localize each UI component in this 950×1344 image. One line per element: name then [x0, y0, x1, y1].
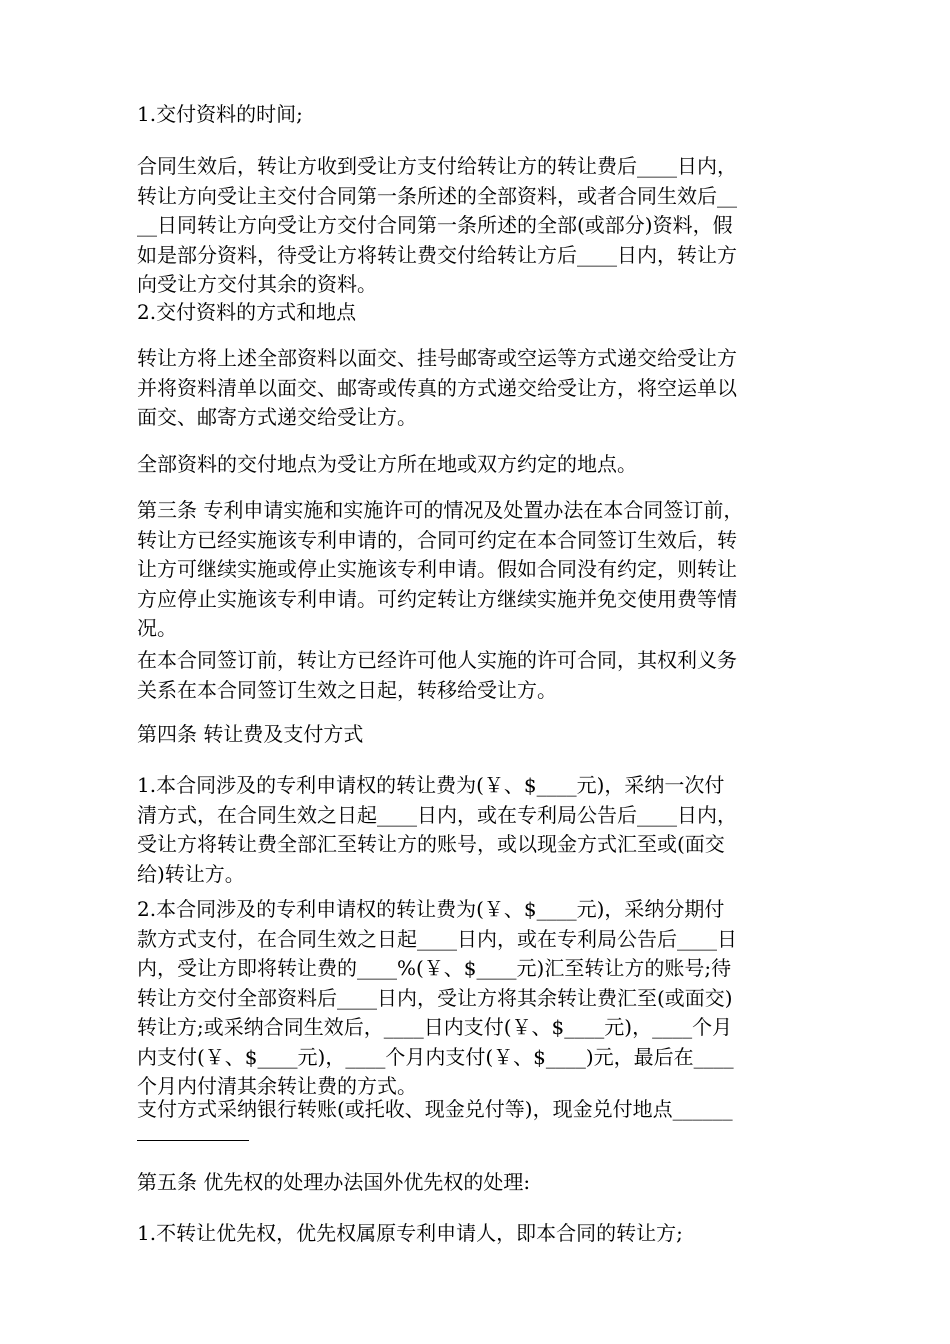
text-line: 个月内付清其余转让费的方式。 — [137, 1074, 417, 1098]
text-line: 面交、邮寄方式递交给受让方。 — [137, 405, 417, 429]
paragraph-installment-payment — [137, 895, 837, 1102]
paragraph-delivery-method-body — [137, 344, 837, 433]
paragraph-article-three — [137, 496, 837, 644]
text-line: 向受让方交付其余的资料。 — [137, 272, 377, 296]
text-line: 款方式支付，在合同生效之日起____日内，或在专利局公告后____日 — [137, 926, 737, 951]
text-line: __日同转让方向受让方交付合同第一条所述的全部(或部分)资料，假 — [137, 213, 733, 237]
paragraph-payment-method — [137, 1095, 837, 1125]
text-line: 转让方;或采纳合同生效后，____日内支付(￥、$____元)，____个月 — [137, 1015, 733, 1039]
fill-in-blank-line — [137, 1140, 249, 1141]
text-line: 合同生效后，转让方收到受让方支付给转让方的转让费后____日内， — [137, 154, 737, 178]
text-line: 2.本合同涉及的专利申请权的转让费为(￥、$____元)，采纳分期付 — [137, 897, 725, 921]
paragraph-delivery-method-heading — [137, 298, 837, 328]
paragraph-article-four-heading — [137, 720, 837, 750]
text-line: 第五条 优先权的处理办法国外优先权的处理: — [137, 1170, 531, 1194]
text-line: 给)转让方。 — [137, 861, 245, 886]
paragraph-delivery-time-heading — [137, 100, 837, 130]
text-line: 关系在本合同签订生效之日起，转移给受让方。 — [137, 677, 557, 702]
text-line: 1.交付资料的时间; — [137, 102, 303, 126]
text-line: 并将资料清单以面交、邮寄或传真的方式递交给受让方，将空运单以 — [137, 375, 737, 400]
paragraph-article-five-heading — [137, 1168, 837, 1198]
paragraph-prior-license — [137, 646, 837, 705]
text-line: 受让方将转让费全部汇至转让方的账号，或以现金方式汇至或(面交 — [137, 832, 725, 856]
text-line: 方应停止实施该专利申请。可约定转让方继续实施并免交使用费等情 — [137, 586, 737, 611]
text-line: 第四条 转让费及支付方式 — [137, 722, 364, 746]
text-line: 清方式，在合同生效之日起____日内，或在专利局公告后____日内， — [137, 802, 737, 827]
text-line: 让方可继续实施或停止实施该专利申请。假如合同没有约定，则转让 — [137, 557, 737, 581]
paragraph-no-priority-transfer — [137, 1219, 837, 1249]
text-line: 转让方向受让主交付合同第一条所述的全部资料，或者合同生效后__ — [137, 183, 737, 208]
text-line: 1.不转让优先权，优先权属原专利申请人，即本合同的转让方; — [137, 1221, 683, 1245]
text-line: 内支付(￥、$____元)，____个月内支付(￥、$____)元，最后在____ — [137, 1044, 734, 1069]
text-line: 在本合同签订前，转让方已经许可他人实施的许可合同，其权利义务 — [137, 648, 737, 672]
text-line: 况。 — [137, 616, 177, 640]
text-line: 如是部分资料，待受让方将转让费交付给转让方后____日内，转让方 — [137, 242, 737, 267]
text-line: 转让方将上述全部资料以面交、挂号邮寄或空运等方式递交给受让方 — [137, 346, 737, 370]
text-line: 1.本合同涉及的专利申请权的转让费为(￥、$____元)，采纳一次付 — [137, 773, 725, 797]
text-line: 转让方已经实施该专利申请的，合同可约定在本合同签订生效后，转 — [137, 527, 737, 552]
text-line: 支付方式采纳银行转账(或托收、现金兑付等)，现金兑付地点______ — [137, 1097, 733, 1121]
text-line: 转让方交付全部资料后____日内，受让方将其余转让费汇至(或面交) — [137, 985, 733, 1010]
text-line: 全部资料的交付地点为受让方所在地或双方约定的地点。 — [137, 452, 637, 476]
paragraph-lump-sum-payment — [137, 771, 837, 889]
text-line: 2.交付资料的方式和地点 — [137, 300, 357, 324]
paragraph-delivery-location — [137, 450, 837, 480]
paragraph-delivery-time-body — [137, 152, 837, 300]
text-line: 内，受让方即将转让费的____%(￥、$____元)汇至转让方的账号;待 — [137, 956, 732, 980]
text-line: 第三条 专利申请实施和实施许可的情况及处置办法在本合同签订前， — [137, 498, 744, 522]
